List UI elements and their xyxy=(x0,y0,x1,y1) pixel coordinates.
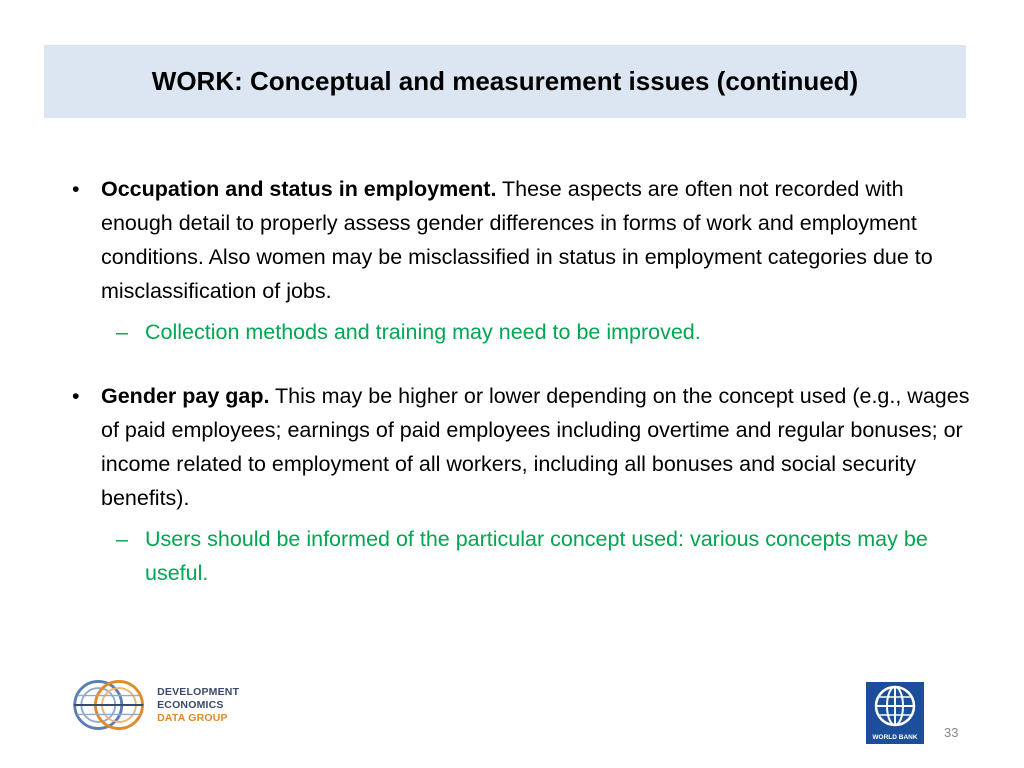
bullet-text: This may be higher or lower depending on the concept used (e.g., wages of paid employees; earnings of paid employees including overtime and regular bonuses; or income related to employment of all workers, including all bonuses and social security benefits). xyxy=(101,384,970,510)
globe-rings-icon xyxy=(70,677,149,733)
logo-line2: DATA GROUP xyxy=(157,711,228,724)
world-bank-logo xyxy=(866,682,924,744)
slide-content xyxy=(72,172,972,590)
page-number: 33 xyxy=(944,725,959,740)
world-bank-label: WORLD BANK xyxy=(872,734,918,741)
world-bank-globe-icon xyxy=(866,682,924,732)
bullet-text: These aspects are often not recorded with enough detail to properly assess gender differences in forms of work and employment conditions. Also women may be misclassified in status in employment categories due to misclassification of jobs. xyxy=(101,177,933,303)
sub-bullet-collection xyxy=(72,315,972,349)
sub-bullet-text: Users should be informed of the particular concept used: various concepts may be useful. xyxy=(145,527,928,585)
deg-logo xyxy=(70,676,300,734)
sub-bullet-text: Collection methods and training may need to be improved. xyxy=(145,320,701,344)
bullet-dot: • xyxy=(72,177,80,201)
bullet-lead: Occupation and status in employment. xyxy=(101,177,497,201)
bullet-pay-gap xyxy=(72,379,972,515)
sub-dash: – xyxy=(116,527,128,551)
sub-dash: – xyxy=(116,320,128,344)
bullet-lead: Gender pay gap. xyxy=(101,384,270,408)
logo-line1: DEVELOPMENT ECONOMICS xyxy=(157,685,240,711)
bullet-occupation xyxy=(72,172,972,308)
title-bar xyxy=(44,45,966,118)
slide-title: WORK: Conceptual and measurement issues (continued) xyxy=(151,66,859,96)
bullet-dot: • xyxy=(72,384,80,408)
sub-bullet-users xyxy=(72,522,972,590)
